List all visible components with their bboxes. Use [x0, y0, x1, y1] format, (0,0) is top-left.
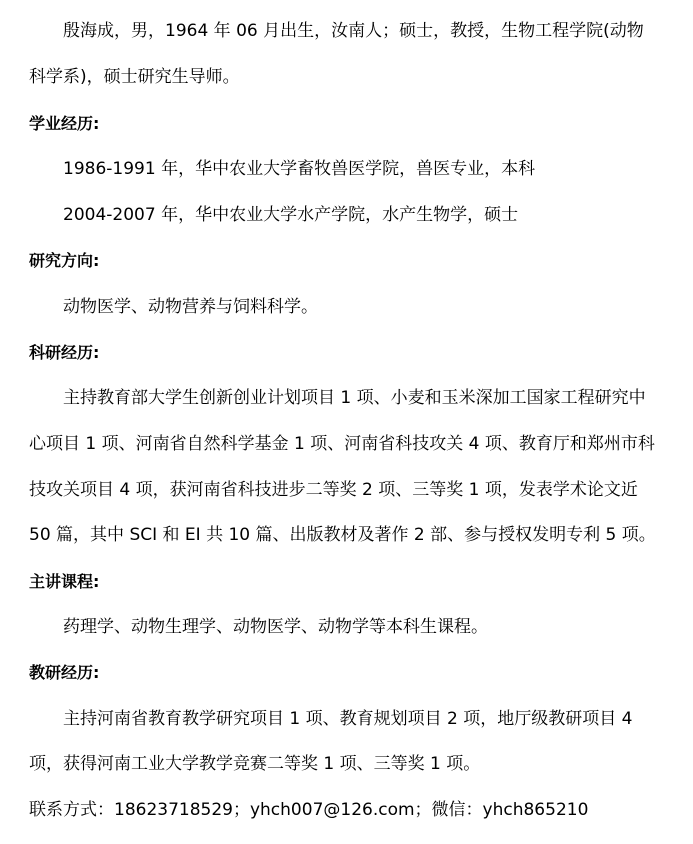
research-experience-line: 50 篇，其中 SCI 和 EI 共 10 篇、出版教材及著作 2 部、参与授权发明专利 5 项。 — [29, 525, 656, 545]
contact-info: 联系方式：18623718529；yhch007@126.com；微信：yhch865210 — [29, 800, 589, 820]
research-experience-heading: 科研经历: — [29, 343, 100, 362]
courses-text: 药理学、动物生理学、动物医学、动物学等本科生课程。 — [63, 617, 488, 637]
research-experience-line: 心项目 1 项、河南省自然科学基金 1 项、河南省科技攻关 4 项、教育厅和郑州市科 — [29, 434, 655, 454]
research-experience-line: 主持教育部大学生创新创业计划项目 1 项、小麦和玉米深加工国家工程研究中 — [63, 388, 646, 408]
teaching-research-line: 项，获得河南工业大学教学竞赛二等奖 1 项、三等奖 1 项。 — [29, 754, 481, 774]
research-experience-line: 技攻关项目 4 项，获河南省科技进步二等奖 2 项、三等奖 1 项，发表学术论文近 — [29, 480, 638, 500]
education-heading: 学业经历: — [29, 114, 100, 133]
research-direction-heading: 研究方向: — [29, 251, 100, 270]
research-direction-text: 动物医学、动物营养与饲料科学。 — [63, 297, 318, 317]
education-item: 1986-1991 年，华中农业大学畜牧兽医学院，兽医专业，本科 — [63, 159, 536, 179]
teaching-research-line: 主持河南省教育教学研究项目 1 项、教育规划项目 2 项，地厅级教研项目 4 — [63, 709, 633, 729]
teaching-research-heading: 教研经历: — [29, 663, 100, 682]
courses-heading: 主讲课程: — [29, 572, 100, 591]
intro-line-1: 殷海成，男，1964 年 06 月出生，汝南人；硕士，教授，生物工程学院(动物 — [63, 21, 644, 41]
intro-line-2: 科学系)，硕士研究生导师。 — [29, 67, 240, 87]
education-item: 2004-2007 年，华中农业大学水产学院，水产生物学，硕士 — [63, 205, 519, 225]
